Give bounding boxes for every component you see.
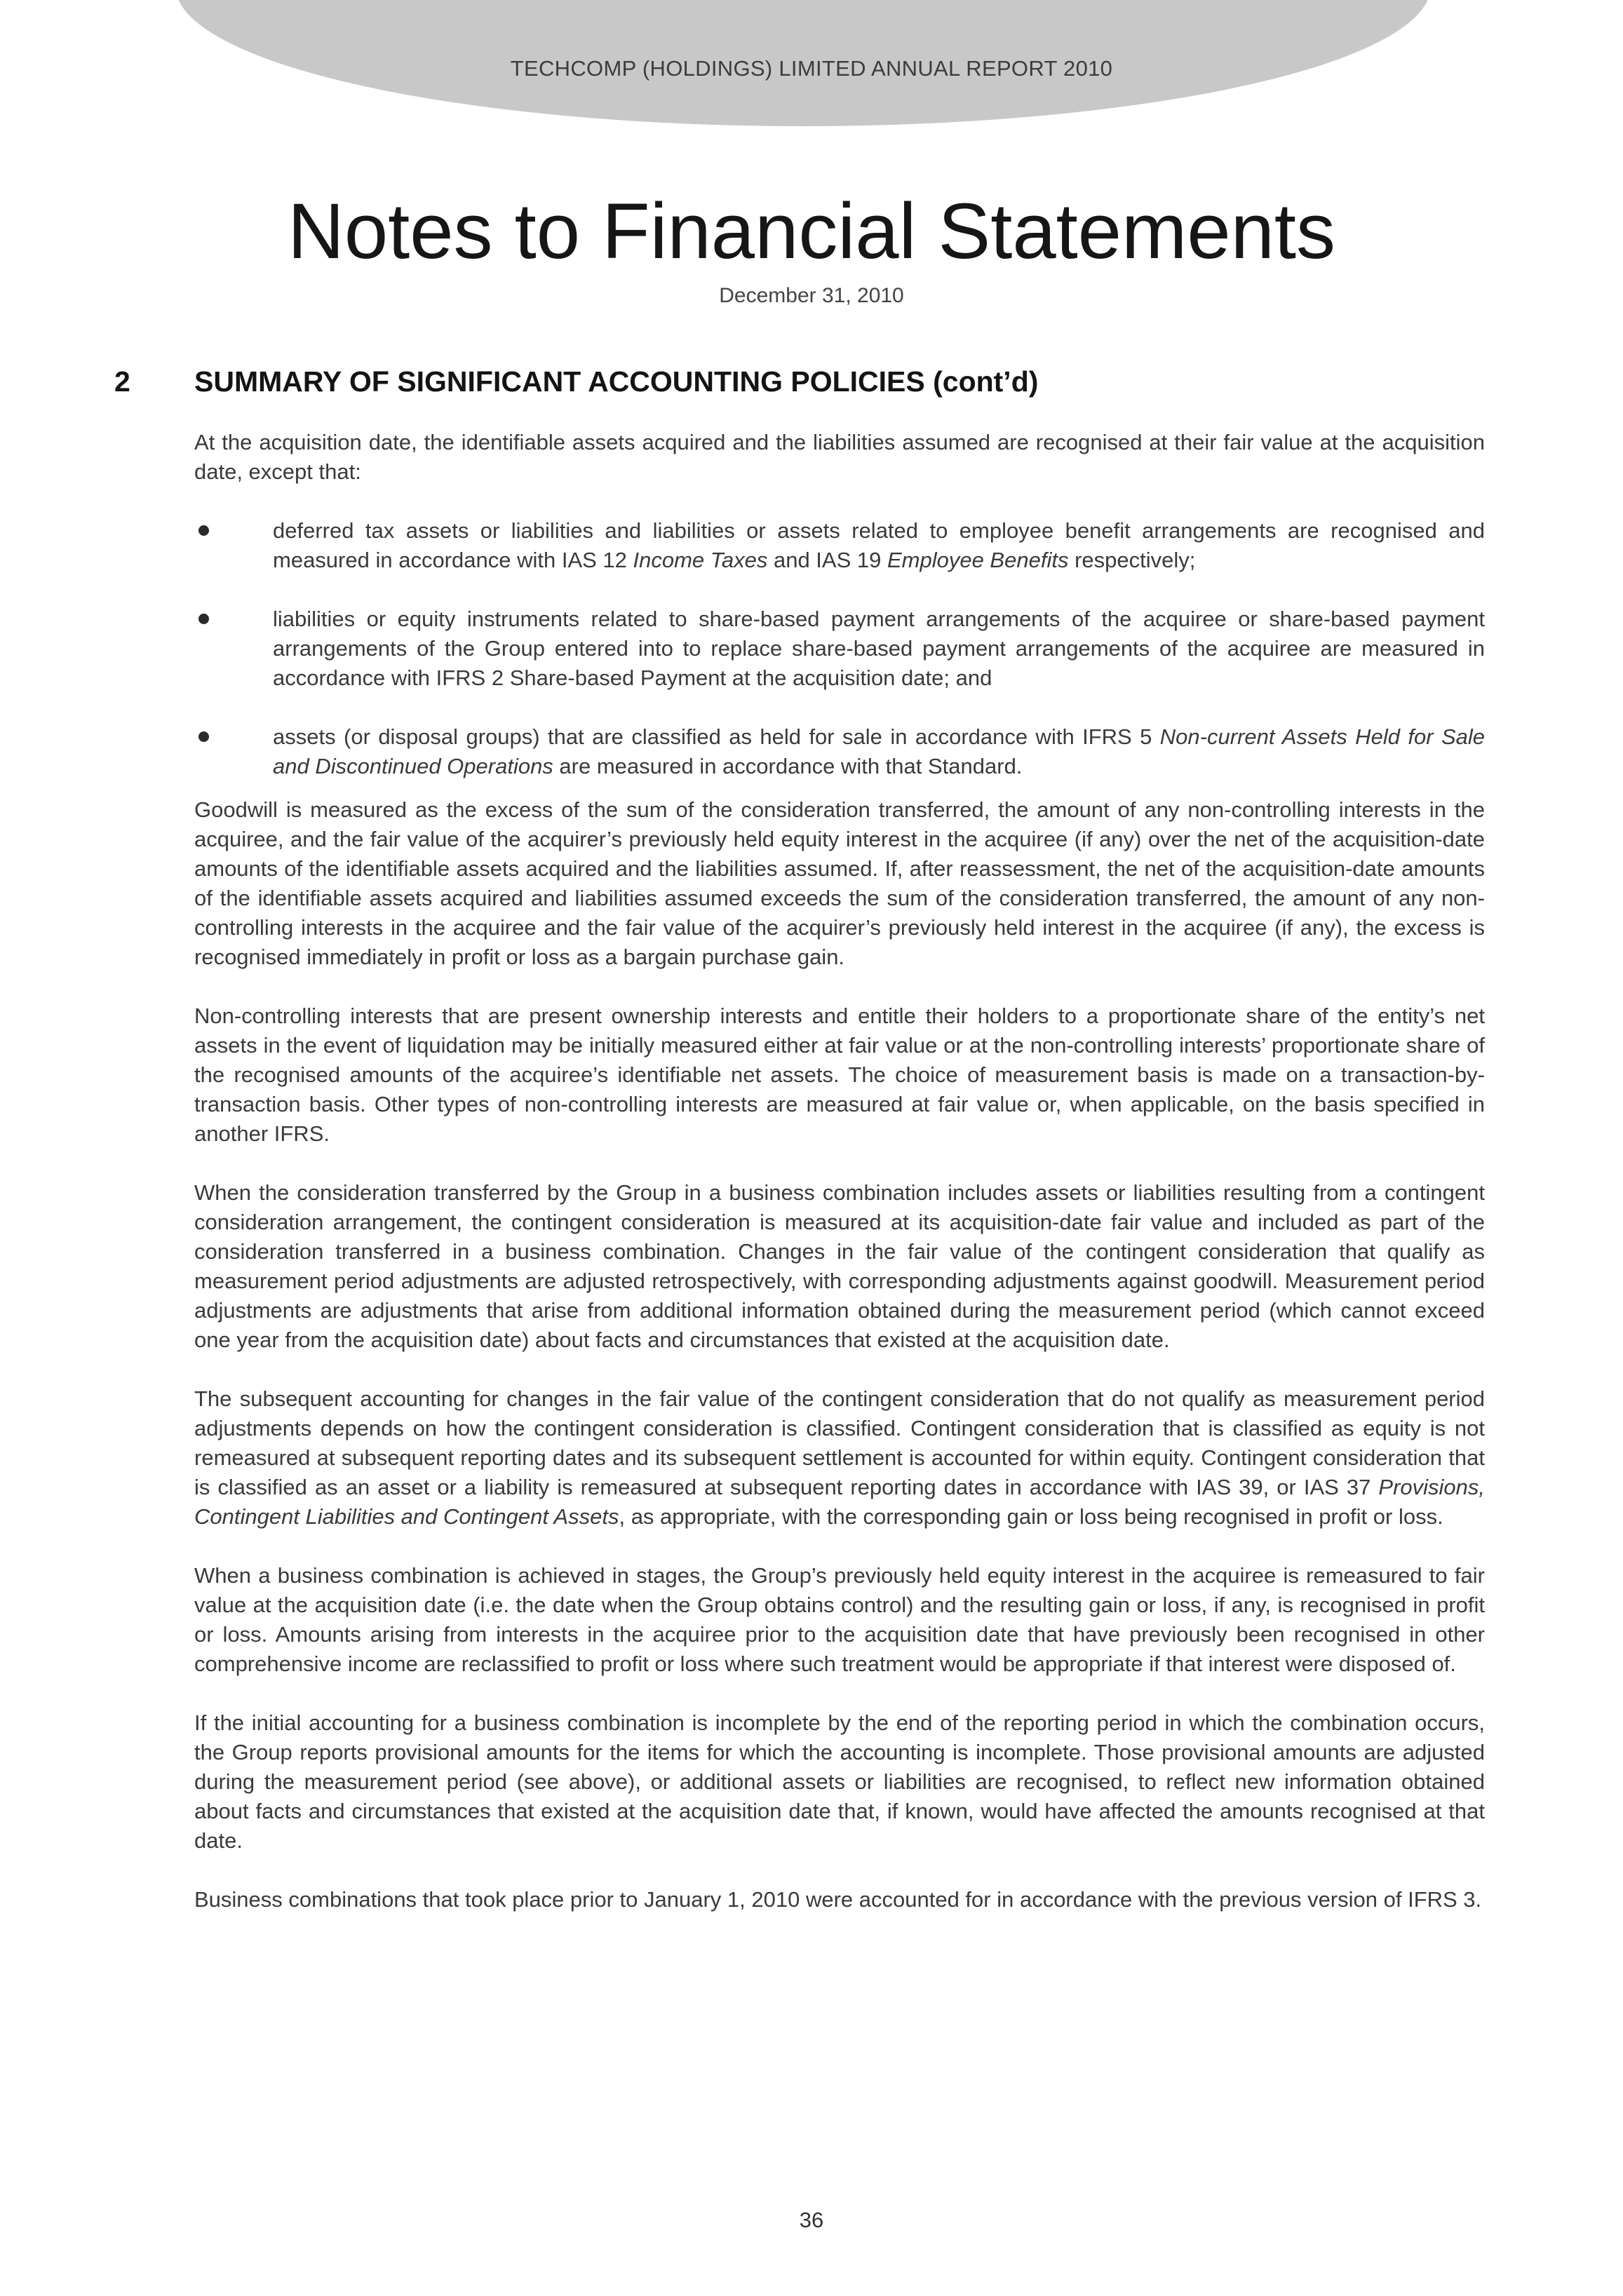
section-heading bbox=[114, 365, 1038, 398]
page-date: December 31, 2010 bbox=[719, 284, 904, 307]
report-title: TECHCOMP (HOLDINGS) LIMITED ANNUAL REPORT 2010 bbox=[510, 56, 1113, 81]
body-content bbox=[194, 428, 1485, 1944]
list-item: assets (or disposal groups) that are classified as held for sale in accordance with IFRS 5 Non-current Assets Held for Sale and Discontinued Operations are measured in accordance with that Standard. bbox=[194, 722, 1485, 781]
incomplete-accounting-paragraph: If the initial accounting for a business combination is incomplete by the end of the reporting period in which the combination occurs, the Group reports provisional amounts for the items for which the accounting is incomplete. Those provisional amounts are adjusted during the measurement period (see above), or additional assets or liabilities are recognised, to reflect new information obtained about facts and circumstances that existed at the acquisition date that, if known, would have affected the amounts recognised at that date. bbox=[194, 1710, 1485, 1853]
stages-paragraph: When a business combination is achieved in stages, the Group’s previously held equity interest in the acquiree is remeasured to fair value at the acquisition date (i.e. the date when the Group obtains control) and the resulting gain or loss, if any, is recognised in profit or loss. Amounts arising from interests in the acquiree prior to the acquisition date that have previously been recognised in other comprehensive income are reclassified to profit or loss where such treatment would be appropriate if that interest were disposed of. bbox=[194, 1563, 1485, 1676]
list-item: deferred tax assets or liabilities and liabilities or assets related to employee benefit arrangements are recognised and measured in accordance with IAS 12 Income Taxes and IAS 19 Employee Benefits respectively; bbox=[194, 516, 1485, 575]
goodwill-paragraph: Goodwill is measured as the excess of the sum of the consideration transferred, the amount of any non-controlling interests in the acquiree, and the fair value of the acquirer’s previously held equity interest in the acquiree (if any) over the net of the acquisition-date amounts of the identifiable assets acquired and the liabilities assumed. If, after reassessment, the net of the acquisition-date amounts of the identifiable assets acquired and liabilities assumed exceeds the sum of the consideration transferred, the amount of any non-controlling interests in the acquiree and the fair value of the acquirer’s previously held interest in the acquiree (if any), the excess is recognised immediately in profit or loss as a bargain purchase gain. bbox=[194, 797, 1485, 969]
prior-combinations-paragraph: Business combinations that took place prior to January 1, 2010 were accounted for in accordance with the previous version of IFRS 3. bbox=[194, 1887, 1482, 1912]
section-heading-text: SUMMARY OF SIGNIFICANT ACCOUNTING POLICIES (cont’d) bbox=[194, 365, 1039, 398]
list-item: liabilities or equity instruments related to share-based payment arrangements of the acquiree or share-based payment arrangements of the Group entered into to replace share-based payment arrangements of the acquiree are measured in accordance with IFRS 2 Share-based Payment at the acquisition date; and bbox=[194, 605, 1485, 693]
bullet-icon bbox=[198, 525, 209, 536]
bullet-icon bbox=[198, 614, 209, 624]
intro-paragraph: At the acquisition date, the identifiable assets acquired and the liabilities assumed are recognised at their fair value at the acquisition date, except that: bbox=[194, 430, 1485, 484]
non-controlling-paragraph: Non-controlling interests that are present ownership interests and entitle their holders to a proportionate share of the entity’s net assets in the event of liquidation may be initially measured either at fair value or at the non-controlling interests’ proportionate share of the recognised amounts of the acquiree’s identifiable net assets. The choice of measurement basis is made on a transaction-by-transaction basis. Other types of non-controlling interests are measured at fair value or, when applicable, on the basis specified in another IFRS. bbox=[194, 1004, 1485, 1146]
contingent-consideration-paragraph: When the consideration transferred by the Group in a business combination includes assets or liabilities resulting from a contingent consideration arrangement, the contingent consideration is measured at its acquisition-date fair value and included as part of the consideration transferred in a business combination. Changes in the fair value of the contingent consideration that qualify as measurement period adjustments are adjusted retrospectively, with corresponding adjustments against goodwill. Measurement period adjustments are adjustments that arise from additional information obtained during the measurement period (which cannot exceed one year from the acquisition date) about facts and circumstances that existed at the acquisition date. bbox=[194, 1180, 1485, 1352]
page-title: Notes to Financial Statements bbox=[287, 187, 1336, 275]
subsequent-accounting-paragraph: The subsequent accounting for changes in the fair value of the contingent consideration that do not qualify as measurement period adjustments depends on how the contingent consideration is classified. Contingent consideration that is classified as equity is not remeasured at subsequent reporting dates and its subsequent settlement is accounted for within equity. Contingent consideration that is classified as an asset or a liability is remeasured at subsequent reporting dates in accordance with IAS 39, or IAS 37 Provisions, Contingent Liabilities and Contingent Assets, as appropriate, with the corresponding gain or loss being recognised in profit or loss. bbox=[194, 1386, 1485, 1529]
bullet-icon bbox=[198, 731, 209, 742]
page-number: 36 bbox=[799, 2208, 824, 2232]
section-number: 2 bbox=[114, 365, 130, 398]
